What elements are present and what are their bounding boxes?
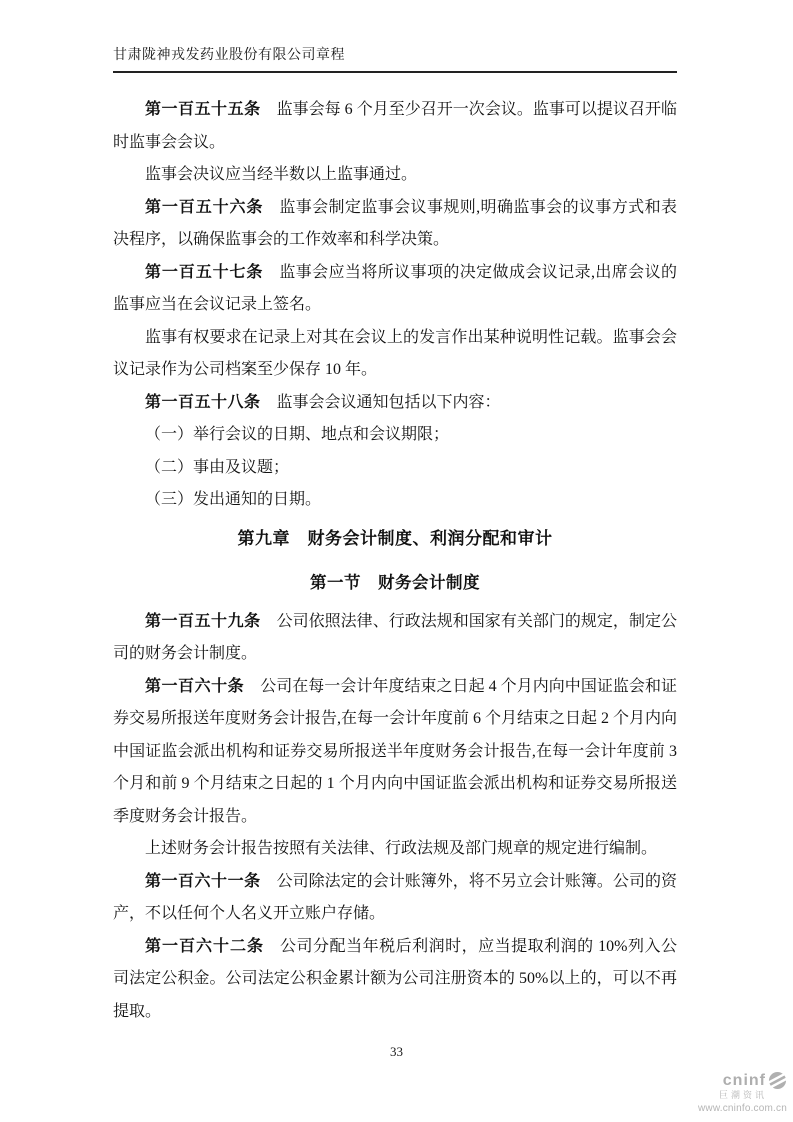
article-number: 第一百六十条 — [145, 677, 245, 695]
page-title: 甘肃陇神戎发药业股份有限公司章程 — [113, 48, 345, 63]
article-paragraph: 第一百五十九条 公司依照法律、行政法规和国家有关部门的规定，制定公司的财务会计制度。 — [113, 612, 677, 662]
cninfo-caption: 巨潮资讯 — [718, 1090, 767, 1101]
body-paragraph: （二）事由及议题； — [145, 458, 290, 476]
article-paragraph: 第一百六十二条 公司分配当年税后利润时，应当提取利润的 10%列入公司法定公积金。公司法定公积金累计额为公司注册资本的 50%以上的，可以不再提取。 — [113, 937, 677, 1020]
article-number: 第一百五十六条 — [145, 198, 264, 216]
article-paragraph: 第一百五十七条 监事会应当将所议事项的决定做成会议记录,出席会议的监事应当在会议记录上签名。 — [113, 263, 677, 313]
document-body — [113, 94, 677, 1028]
article-number: 第一百六十二条 — [145, 937, 265, 955]
article-paragraph: 第一百五十八条 监事会会议通知包括以下内容： — [145, 393, 501, 411]
article-number: 第一百五十八条 — [145, 393, 261, 411]
article-number: 第一百五十五条 — [145, 101, 261, 118]
article-number: 第一百五十七条 — [145, 263, 264, 281]
body-paragraph: （三）发出通知的日期。 — [145, 491, 322, 508]
article-paragraph: 第一百六十条 公司在每一会计年度结束之日起 4 个月内向中国证监会和证券交易所报送年度财务会计报告,在每一会计年度前 6 个月结束之日起 2 个月内向中国证监会派出机构和证券交易所报送半年度财务会计报告,在每一会计年度前 3 个月和前 9 个月结束之日起的 1 个月内向中国证监会派出机构和证券交易所报送季度财务会计报告。 — [113, 677, 678, 825]
section-heading: 第一节 财务会计制度 — [310, 574, 480, 592]
body-paragraph: （一）举行会议的日期、地点和会议期限； — [145, 426, 450, 443]
body-paragraph: 上述财务会计报告按照有关法律、行政法规及部门规章的规定进行编制。 — [145, 840, 658, 857]
cninfo-brand: cninf — [722, 1071, 766, 1089]
article-paragraph: 第一百六十一条 公司除法定的会计账簿外，将不另立会计账簿。公司的资产，不以任何个人名义开立账户存储。 — [113, 872, 677, 922]
cninfo-logo-top — [698, 1071, 787, 1090]
article-number: 第一百六十一条 — [145, 872, 261, 890]
cninfo-swirl-icon — [768, 1071, 787, 1090]
article-paragraph: 第一百五十六条 监事会制定监事会议事规则,明确监事会的议事方式和表决程序，以确保监事会的工作效率和科学决策。 — [113, 198, 677, 248]
chapter-heading: 第九章 财务会计制度、利润分配和审计 — [237, 528, 553, 548]
article-paragraph: 第一百五十五条 监事会每 6 个月至少召开一次会议。监事可以提议召开临时监事会会议。 — [113, 101, 677, 151]
page-header — [113, 44, 677, 73]
cninfo-url: www.cninfo.com.cn — [698, 1103, 787, 1114]
body-paragraph: 监事有权要求在记录上对其在会议上的发言作出某种说明性记载。监事会会议记录作为公司档案至少保存 10 年。 — [113, 328, 677, 378]
cninfo-logo — [698, 1071, 787, 1114]
body-paragraph: 监事会决议应当经半数以上监事通过。 — [145, 166, 418, 183]
page-number: 33 — [390, 1044, 403, 1059]
article-number: 第一百五十九条 — [145, 612, 261, 630]
